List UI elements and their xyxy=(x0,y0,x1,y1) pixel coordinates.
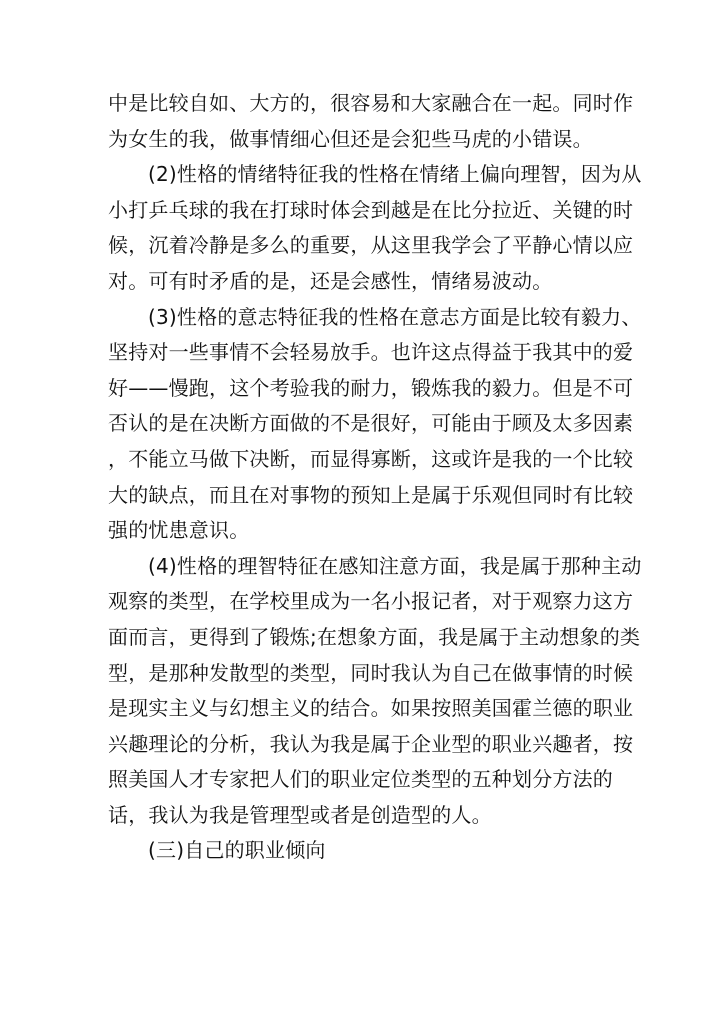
text-line: 强的忧患意识。 xyxy=(108,518,250,543)
text-line: 候，沉着冷静是多么的重要，从这里我学会了平静心情以应 xyxy=(108,233,634,258)
document-body xyxy=(108,86,642,869)
paragraph-start-line: (3)性格的意志特征我的性格在意志方面是比较有毅力、 xyxy=(148,304,642,329)
paragraph-start-line: (4)性格的理智特征在感知注意方面，我是属于那种主动 xyxy=(148,553,642,578)
text-line: 大的缺点，而且在对事物的预知上是属于乐观但同时有比较 xyxy=(108,482,634,507)
text-line: 照美国人才专家把人们的职业定位类型的五种划分方法的 xyxy=(108,767,613,792)
paragraph-start-line: (2)性格的情绪特征我的性格在情绪上偏向理智，因为从 xyxy=(148,162,642,187)
text-line: 是现实主义与幻想主义的结合。如果按照美国霍兰德的职业 xyxy=(108,696,634,721)
text-line: 小打乒乓球的我在打球时体会到越是在比分拉近、关键的时 xyxy=(108,197,634,222)
text-line: 为女生的我，做事情细心但还是会犯些马虎的小错误。 xyxy=(108,126,593,151)
text-line: 坚持对一些事情不会轻易放手。也许这点得益于我其中的爱 xyxy=(108,340,634,365)
text-line: ，不能立马做下决断，而显得寡断，这或许是我的一个比较 xyxy=(108,446,634,471)
text-line: 面而言，更得到了锻炼;在想象方面，我是属于主动想象的类 xyxy=(108,624,641,649)
text-line: 兴趣理论的分析，我认为我是属于企业型的职业兴趣者，按 xyxy=(108,731,634,756)
text-line: 中是比较自如、大方的，很容易和大家融合在一起。同时作 xyxy=(108,91,634,115)
text-line: 好——慢跑，这个考验我的耐力，锻炼我的毅力。但是不可 xyxy=(108,375,634,400)
text-line: 话，我认为我是管理型或者是创造型的人。 xyxy=(108,802,492,827)
text-line: 对。可有时矛盾的是，还是会感性，情绪易波动。 xyxy=(108,268,553,293)
section-heading: (三)自己的职业倾向 xyxy=(148,838,326,863)
text-line: 观察的类型，在学校里成为一名小报记者，对于观察力这方 xyxy=(108,589,634,614)
text-line: 型，是那种发散型的类型，同时我认为自己在做事情的时候 xyxy=(108,660,634,685)
text-line: 否认的是在决断方面做的不是很好，可能由于顾及太多因素 xyxy=(108,411,634,436)
